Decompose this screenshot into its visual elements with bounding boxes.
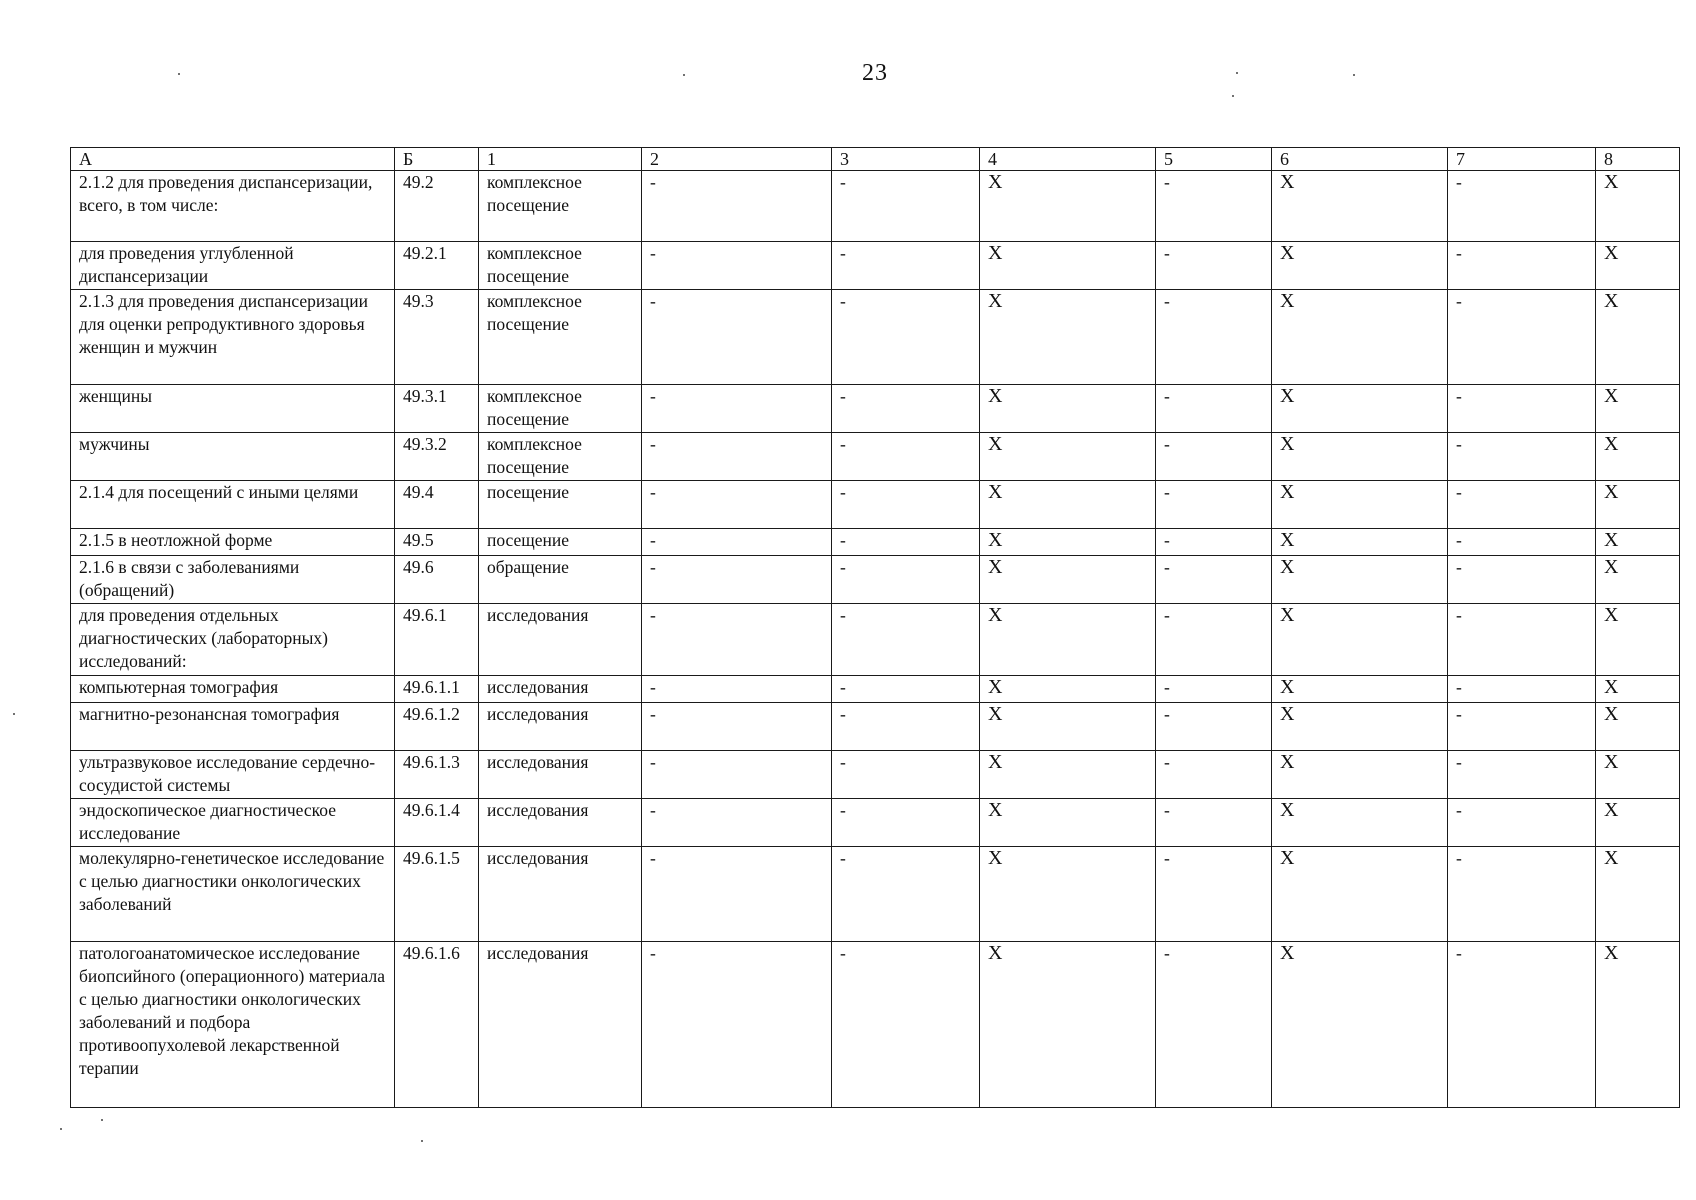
cell-col-8: X	[1596, 799, 1680, 847]
table-row	[71, 751, 1680, 799]
cell-col-5: -	[1156, 433, 1272, 481]
cell-col-8: X	[1596, 703, 1680, 751]
cell-col-6: X	[1272, 433, 1448, 481]
cell-col-7: -	[1448, 942, 1596, 1108]
cell-col-2: -	[642, 847, 832, 942]
cell-col-5: -	[1156, 799, 1272, 847]
column-header: 8	[1596, 148, 1680, 171]
cell-col-4: X	[980, 242, 1156, 290]
row-code: 49.6.1	[395, 604, 479, 676]
column-header: 7	[1448, 148, 1596, 171]
row-code: 49.2	[395, 171, 479, 242]
cell-col-4: X	[980, 290, 1156, 385]
cell-col-8: X	[1596, 847, 1680, 942]
row-name: ультразвуковое исследование сердечно-сосудистой системы	[71, 751, 395, 799]
row-unit: комплексное посещение	[479, 385, 642, 433]
cell-col-8: X	[1596, 676, 1680, 703]
cell-col-2: -	[642, 481, 832, 529]
cell-col-6: X	[1272, 942, 1448, 1108]
cell-col-4: X	[980, 556, 1156, 604]
cell-col-4: X	[980, 604, 1156, 676]
cell-col-8: X	[1596, 604, 1680, 676]
row-unit: посещение	[479, 529, 642, 556]
column-header: Б	[395, 148, 479, 171]
cell-col-6: X	[1272, 703, 1448, 751]
cell-col-2: -	[642, 242, 832, 290]
row-name: 2.1.5 в неотложной форме	[71, 529, 395, 556]
column-header: 3	[832, 148, 980, 171]
table-row	[71, 703, 1680, 751]
cell-col-2: -	[642, 751, 832, 799]
cell-col-4: X	[980, 481, 1156, 529]
cell-col-8: X	[1596, 481, 1680, 529]
cell-col-6: X	[1272, 847, 1448, 942]
cell-col-3: -	[832, 171, 980, 242]
cell-col-3: -	[832, 481, 980, 529]
row-code: 49.6.1.5	[395, 847, 479, 942]
cell-col-3: -	[832, 751, 980, 799]
cell-col-7: -	[1448, 604, 1596, 676]
row-code: 49.3	[395, 290, 479, 385]
column-header: 1	[479, 148, 642, 171]
row-code: 49.3.1	[395, 385, 479, 433]
cell-col-6: X	[1272, 242, 1448, 290]
row-name: 2.1.4 для посещений с иными целями	[71, 481, 395, 529]
cell-col-5: -	[1156, 385, 1272, 433]
row-unit: комплексное посещение	[479, 433, 642, 481]
cell-col-6: X	[1272, 556, 1448, 604]
cell-col-4: X	[980, 529, 1156, 556]
cell-col-3: -	[832, 703, 980, 751]
cell-col-7: -	[1448, 676, 1596, 703]
scan-speck	[421, 1140, 423, 1142]
cell-col-2: -	[642, 290, 832, 385]
cell-col-5: -	[1156, 481, 1272, 529]
row-unit: исследования	[479, 604, 642, 676]
cell-col-8: X	[1596, 171, 1680, 242]
cell-col-6: X	[1272, 676, 1448, 703]
cell-col-3: -	[832, 242, 980, 290]
cell-col-8: X	[1596, 290, 1680, 385]
cell-col-7: -	[1448, 556, 1596, 604]
row-code: 49.2.1	[395, 242, 479, 290]
column-header: 6	[1272, 148, 1448, 171]
cell-col-6: X	[1272, 385, 1448, 433]
row-unit: комплексное посещение	[479, 290, 642, 385]
row-code: 49.6.1.4	[395, 799, 479, 847]
cell-col-3: -	[832, 556, 980, 604]
cell-col-6: X	[1272, 604, 1448, 676]
row-unit: обращение	[479, 556, 642, 604]
cell-col-2: -	[642, 433, 832, 481]
scan-speck	[60, 1128, 62, 1130]
cell-col-7: -	[1448, 433, 1596, 481]
cell-col-2: -	[642, 676, 832, 703]
cell-col-5: -	[1156, 676, 1272, 703]
cell-col-4: X	[980, 433, 1156, 481]
row-code: 49.6.1.1	[395, 676, 479, 703]
column-header: 5	[1156, 148, 1272, 171]
row-name: для проведения отдельных диагностических (лабораторных) исследований:	[71, 604, 395, 676]
cell-col-4: X	[980, 847, 1156, 942]
cell-col-2: -	[642, 529, 832, 556]
cell-col-8: X	[1596, 942, 1680, 1108]
cell-col-3: -	[832, 385, 980, 433]
cell-col-6: X	[1272, 751, 1448, 799]
cell-col-8: X	[1596, 385, 1680, 433]
scan-speck	[1236, 72, 1238, 74]
row-name: для проведения углубленной диспансеризации	[71, 242, 395, 290]
column-header: 4	[980, 148, 1156, 171]
cell-col-8: X	[1596, 242, 1680, 290]
cell-col-6: X	[1272, 799, 1448, 847]
cell-col-8: X	[1596, 433, 1680, 481]
row-code: 49.4	[395, 481, 479, 529]
row-unit: исследования	[479, 751, 642, 799]
cell-col-3: -	[832, 847, 980, 942]
cell-col-5: -	[1156, 604, 1272, 676]
cell-col-4: X	[980, 703, 1156, 751]
cell-col-5: -	[1156, 529, 1272, 556]
data-table	[70, 147, 1680, 1108]
row-unit: исследования	[479, 676, 642, 703]
row-name: женщины	[71, 385, 395, 433]
cell-col-7: -	[1448, 242, 1596, 290]
cell-col-3: -	[832, 942, 980, 1108]
row-code: 49.6.1.2	[395, 703, 479, 751]
row-unit: посещение	[479, 481, 642, 529]
cell-col-5: -	[1156, 556, 1272, 604]
cell-col-6: X	[1272, 481, 1448, 529]
cell-col-3: -	[832, 799, 980, 847]
row-unit: исследования	[479, 942, 642, 1108]
cell-col-7: -	[1448, 703, 1596, 751]
cell-col-3: -	[832, 676, 980, 703]
row-name: мужчины	[71, 433, 395, 481]
row-name: 2.1.3 для проведения диспансеризации для оценки репродуктивного здоровья женщин и мужчин	[71, 290, 395, 385]
page-number: 23	[862, 60, 888, 86]
cell-col-2: -	[642, 942, 832, 1108]
table-row	[71, 242, 1680, 290]
cell-col-5: -	[1156, 847, 1272, 942]
scan-speck	[101, 1119, 103, 1121]
row-code: 49.6	[395, 556, 479, 604]
row-code: 49.3.2	[395, 433, 479, 481]
row-name: молекулярно-генетическое исследование с целью диагностики онкологических заболеваний	[71, 847, 395, 942]
row-unit: комплексное посещение	[479, 171, 642, 242]
cell-col-8: X	[1596, 751, 1680, 799]
cell-col-7: -	[1448, 290, 1596, 385]
cell-col-3: -	[832, 529, 980, 556]
scan-speck	[683, 74, 685, 76]
cell-col-5: -	[1156, 242, 1272, 290]
cell-col-3: -	[832, 290, 980, 385]
cell-col-7: -	[1448, 385, 1596, 433]
row-name: компьютерная томография	[71, 676, 395, 703]
cell-col-2: -	[642, 604, 832, 676]
row-unit: исследования	[479, 703, 642, 751]
table-row	[71, 556, 1680, 604]
cell-col-8: X	[1596, 529, 1680, 556]
column-header: А	[71, 148, 395, 171]
table-row	[71, 433, 1680, 481]
cell-col-4: X	[980, 942, 1156, 1108]
cell-col-7: -	[1448, 847, 1596, 942]
cell-col-7: -	[1448, 529, 1596, 556]
row-code: 49.6.1.3	[395, 751, 479, 799]
table-row	[71, 676, 1680, 703]
row-name: 2.1.6 в связи с заболеваниями (обращений)	[71, 556, 395, 604]
cell-col-5: -	[1156, 171, 1272, 242]
cell-col-2: -	[642, 171, 832, 242]
cell-col-2: -	[642, 556, 832, 604]
cell-col-2: -	[642, 799, 832, 847]
cell-col-4: X	[980, 171, 1156, 242]
table-row	[71, 604, 1680, 676]
table-row	[71, 799, 1680, 847]
table-row	[71, 290, 1680, 385]
row-name: патологоанатомическое исследование биопсийного (операционного) материала с целью диагностики онкологических заболеваний и подбора противоопухолевой лекарственной терапии	[71, 942, 395, 1108]
cell-col-4: X	[980, 751, 1156, 799]
cell-col-2: -	[642, 385, 832, 433]
cell-col-5: -	[1156, 942, 1272, 1108]
cell-col-7: -	[1448, 751, 1596, 799]
scan-speck	[1232, 95, 1234, 97]
cell-col-4: X	[980, 385, 1156, 433]
cell-col-2: -	[642, 703, 832, 751]
cell-col-5: -	[1156, 751, 1272, 799]
scan-speck	[13, 713, 15, 715]
table-row	[71, 529, 1680, 556]
scan-speck	[1353, 74, 1355, 76]
cell-col-4: X	[980, 799, 1156, 847]
cell-col-4: X	[980, 676, 1156, 703]
cell-col-6: X	[1272, 529, 1448, 556]
cell-col-7: -	[1448, 171, 1596, 242]
row-name: 2.1.2 для проведения диспансеризации, всего, в том числе:	[71, 171, 395, 242]
table-row	[71, 481, 1680, 529]
table-row	[71, 171, 1680, 242]
row-name: магнитно-резонансная томография	[71, 703, 395, 751]
cell-col-3: -	[832, 604, 980, 676]
cell-col-5: -	[1156, 290, 1272, 385]
row-unit: комплексное посещение	[479, 242, 642, 290]
row-code: 49.6.1.6	[395, 942, 479, 1108]
cell-col-5: -	[1156, 703, 1272, 751]
cell-col-3: -	[832, 433, 980, 481]
scan-speck	[178, 73, 180, 75]
cell-col-8: X	[1596, 556, 1680, 604]
cell-col-6: X	[1272, 290, 1448, 385]
row-code: 49.5	[395, 529, 479, 556]
row-unit: исследования	[479, 799, 642, 847]
cell-col-7: -	[1448, 799, 1596, 847]
cell-col-6: X	[1272, 171, 1448, 242]
table-row	[71, 385, 1680, 433]
table-row	[71, 847, 1680, 942]
header-row	[71, 148, 1680, 171]
row-unit: исследования	[479, 847, 642, 942]
cell-col-7: -	[1448, 481, 1596, 529]
row-name: эндоскопическое диагностическое исследование	[71, 799, 395, 847]
column-header: 2	[642, 148, 832, 171]
table-row	[71, 942, 1680, 1108]
